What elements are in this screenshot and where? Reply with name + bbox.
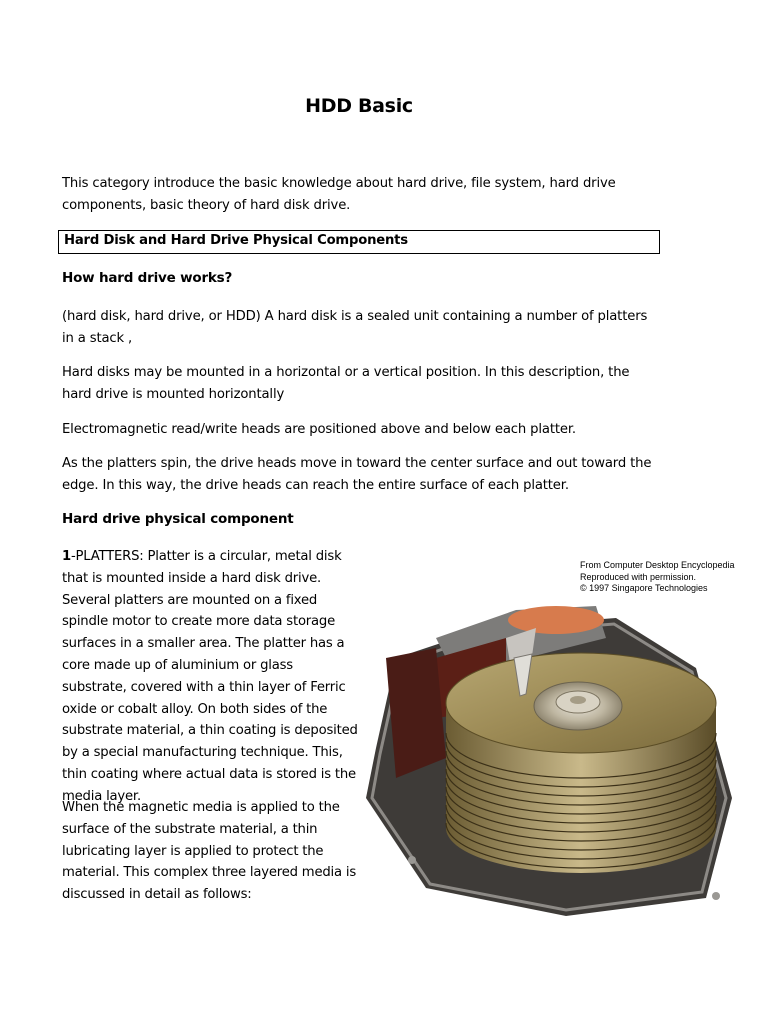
section-box-label: Hard Disk and Hard Drive Physical Components [64,233,408,248]
section-box [58,230,660,254]
heading-physical-component: Hard drive physical component [62,511,294,527]
credit-line: © 1997 Singapore Technologies [580,583,708,593]
platters-text: Platter is a circular, metal disk that is mounted inside a hard disk drive. Several platters are mounted on a fixed spindle motor to create more data storage surfaces in a smaller area. The platter has a core made up of aluminium or glass substrate, covered with a thin layer of Ferric oxide or cobalt alloy. On both sides of the substrate material, a thin coating is deposited by a special manufacturing technique. This, thin coating where actual data is stored is the media layer. [62,549,358,804]
paragraph-mounting: Hard disks may be mounted in a horizontal or a vertical position. In this description, the hard drive is mounted horizontally [62,365,630,402]
credit-line: Reproduced with permission. [580,571,697,582]
actuator-top [508,606,604,634]
figure-credit [580,560,735,595]
hard-drive-photo [366,598,738,920]
platters-number: 1 [62,549,71,564]
screw [408,856,416,864]
heading-how-works: How hard drive works? [62,270,233,286]
page-title: HDD Basic [305,95,413,117]
credit-line: From Computer Desktop Encyclopedia [580,560,735,570]
paragraph-sealed-unit: (hard disk, hard drive, or HDD) A hard disk is a sealed unit containing a number of platters in a stack , [62,309,648,346]
platters-paragraph [62,546,360,808]
media-paragraph: When the magnetic media is applied to the surface of the substrate material, a thin lubricating layer is applied to protect the material. This complex three layered media is discussed in detail as follows: [62,800,356,903]
intro-paragraph: This category introduce the basic knowledge about hard drive, file system, hard drive components, basic theory of hard disk drive. [62,176,616,213]
platters-label: -PLATTERS: [70,549,144,564]
screw [712,892,720,900]
paragraph-heads: Electromagnetic read/write heads are positioned above and below each platter. [62,422,576,437]
left-housing [386,648,446,778]
paragraph-platters-spin: As the platters spin, the drive heads move in toward the center surface and out toward the edge. In this way, the drive heads can reach the entire surface of each platter. [62,456,652,493]
